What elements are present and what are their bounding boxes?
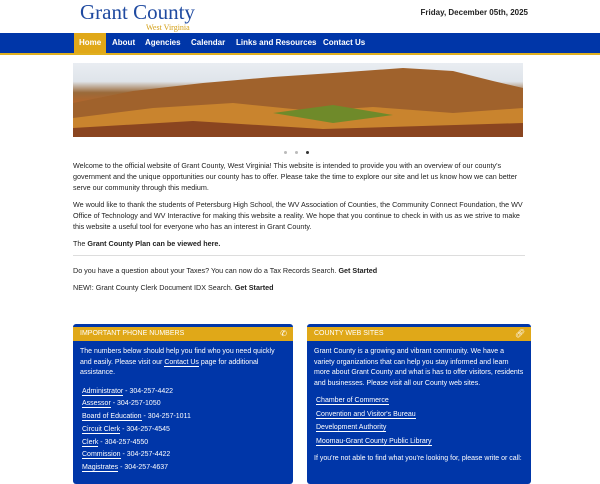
list-item	[316, 410, 522, 421]
current-date: Friday, December 05th, 2025	[420, 8, 528, 17]
main-content	[73, 160, 525, 299]
idx-get-started-link[interactable]: Get Started	[234, 283, 274, 292]
site-link[interactable]: Chamber of Commerce	[316, 397, 389, 404]
site-link[interactable]: Moomau-Grant County Public Library	[316, 437, 432, 445]
link-icon: 🔗︎	[514, 329, 525, 338]
carousel-indicators	[284, 151, 309, 154]
divider	[73, 255, 525, 256]
phone-numbers-panel	[73, 324, 293, 484]
list-item	[316, 437, 522, 448]
carousel-dot[interactable]	[295, 151, 298, 154]
phone-icon: ✆	[280, 329, 287, 338]
phone-link[interactable]: Magistrates	[82, 464, 119, 472]
welcome-text: Welcome to the official website of Grant County, West Virginia! This website is intended to provide you with an overview of our county's government and the unique opportunities our county has to offer. Please take the time to explore our site and let us know how we can better serve our community through this medium.	[73, 161, 518, 192]
plan-prefix: The	[73, 239, 88, 248]
phone-number: - 304-257-4545	[120, 425, 170, 433]
thanks-text: We would like to thank the students of Petersburg High School, the WV Association of Counties, the Community Connect Foundation, the WV Office of Technology and WV Interactive for making this website a reality. We hope that you continue to check in with us as we strive to make this website a useful tool for everyone who has an interest in Grant County.	[73, 200, 523, 231]
phone-list	[82, 387, 284, 474]
contact-us-link[interactable]: Contact Us	[164, 358, 199, 366]
carousel-dot-active[interactable]	[306, 151, 309, 154]
site-logo[interactable]	[80, 0, 210, 33]
nav-contact-us[interactable]: Contact Us	[323, 38, 366, 47]
phone-number: - 304-257-4422	[120, 451, 171, 459]
list-item	[82, 450, 284, 461]
phone-number: - 304-257-1011	[141, 413, 191, 421]
panel-title: COUNTY WEB SITES	[314, 330, 384, 337]
list-item	[82, 438, 284, 449]
phone-number: - 304-257-4422	[123, 387, 174, 395]
site-link[interactable]: Convention and Visitor's Bureau	[316, 410, 416, 418]
phone-number: - 304-257-1050	[110, 400, 161, 408]
phone-link[interactable]: Commission	[82, 451, 121, 459]
carousel-dot[interactable]	[284, 151, 287, 154]
county-web-sites-panel	[307, 324, 531, 484]
logo-subtitle: West Virginia	[146, 23, 190, 32]
phone-link[interactable]: Board of Education	[82, 413, 142, 421]
logo-title: Grant County	[80, 0, 195, 24]
nav-home[interactable]: Home	[74, 33, 106, 53]
idx-paragraph	[73, 282, 525, 293]
nav-calendar[interactable]: Calendar	[191, 38, 226, 47]
nav-agencies[interactable]: Agencies	[145, 38, 181, 47]
panel-header	[73, 327, 293, 341]
idx-text: NEW!: Grant County Clerk Document IDX Search.	[73, 283, 235, 292]
site-link[interactable]: Development Authority	[316, 424, 387, 431]
list-item	[82, 425, 284, 436]
phone-number: - 304-257-4550	[98, 438, 149, 446]
phone-intro	[80, 347, 286, 379]
plan-link[interactable]: Grant County Plan can be viewed here.	[87, 239, 221, 248]
list-item	[82, 387, 284, 398]
list-item	[82, 399, 284, 410]
phone-link[interactable]: Assessor	[82, 400, 111, 408]
intro-text: page for additional assistance.	[80, 358, 259, 376]
plan-paragraph	[73, 238, 525, 249]
sites-footer: If you're not able to find what you're looking for, please write or call:	[314, 455, 522, 462]
phone-link[interactable]: Administrator	[82, 387, 124, 395]
nav-about[interactable]: About	[112, 38, 136, 47]
intro-text: The numbers below should help you find who you need quickly and easily. Please visit our	[80, 348, 275, 366]
panel-header	[307, 327, 531, 341]
sites-intro: Grant County is a growing and vibrant community. We have a variety organizations that can help you stay informed and learn more about Grant County and what is has to offer visitors, residents and businesses. Please visit all our County web sites.	[314, 348, 524, 387]
phone-link[interactable]: Clerk	[82, 438, 99, 446]
list-item	[316, 423, 522, 434]
list-item	[82, 412, 284, 423]
carousel-image[interactable]	[73, 63, 523, 137]
taxes-text: Do you have a question about your Taxes? You can now do a Tax Records Search.	[73, 266, 339, 275]
mountain-landscape-image	[73, 63, 523, 137]
list-item	[82, 463, 284, 474]
phone-number: - 304-257-4637	[118, 464, 169, 472]
nav-links-resources[interactable]: Links and Resources	[236, 38, 317, 47]
main-nav	[0, 33, 600, 55]
tax-get-started-link[interactable]: Get Started	[338, 266, 378, 275]
taxes-paragraph	[73, 265, 525, 276]
phone-link[interactable]: Circuit Clerk	[82, 425, 121, 433]
list-item	[316, 396, 522, 407]
sites-list	[316, 396, 522, 447]
panel-title: IMPORTANT PHONE NUMBERS	[80, 330, 185, 337]
